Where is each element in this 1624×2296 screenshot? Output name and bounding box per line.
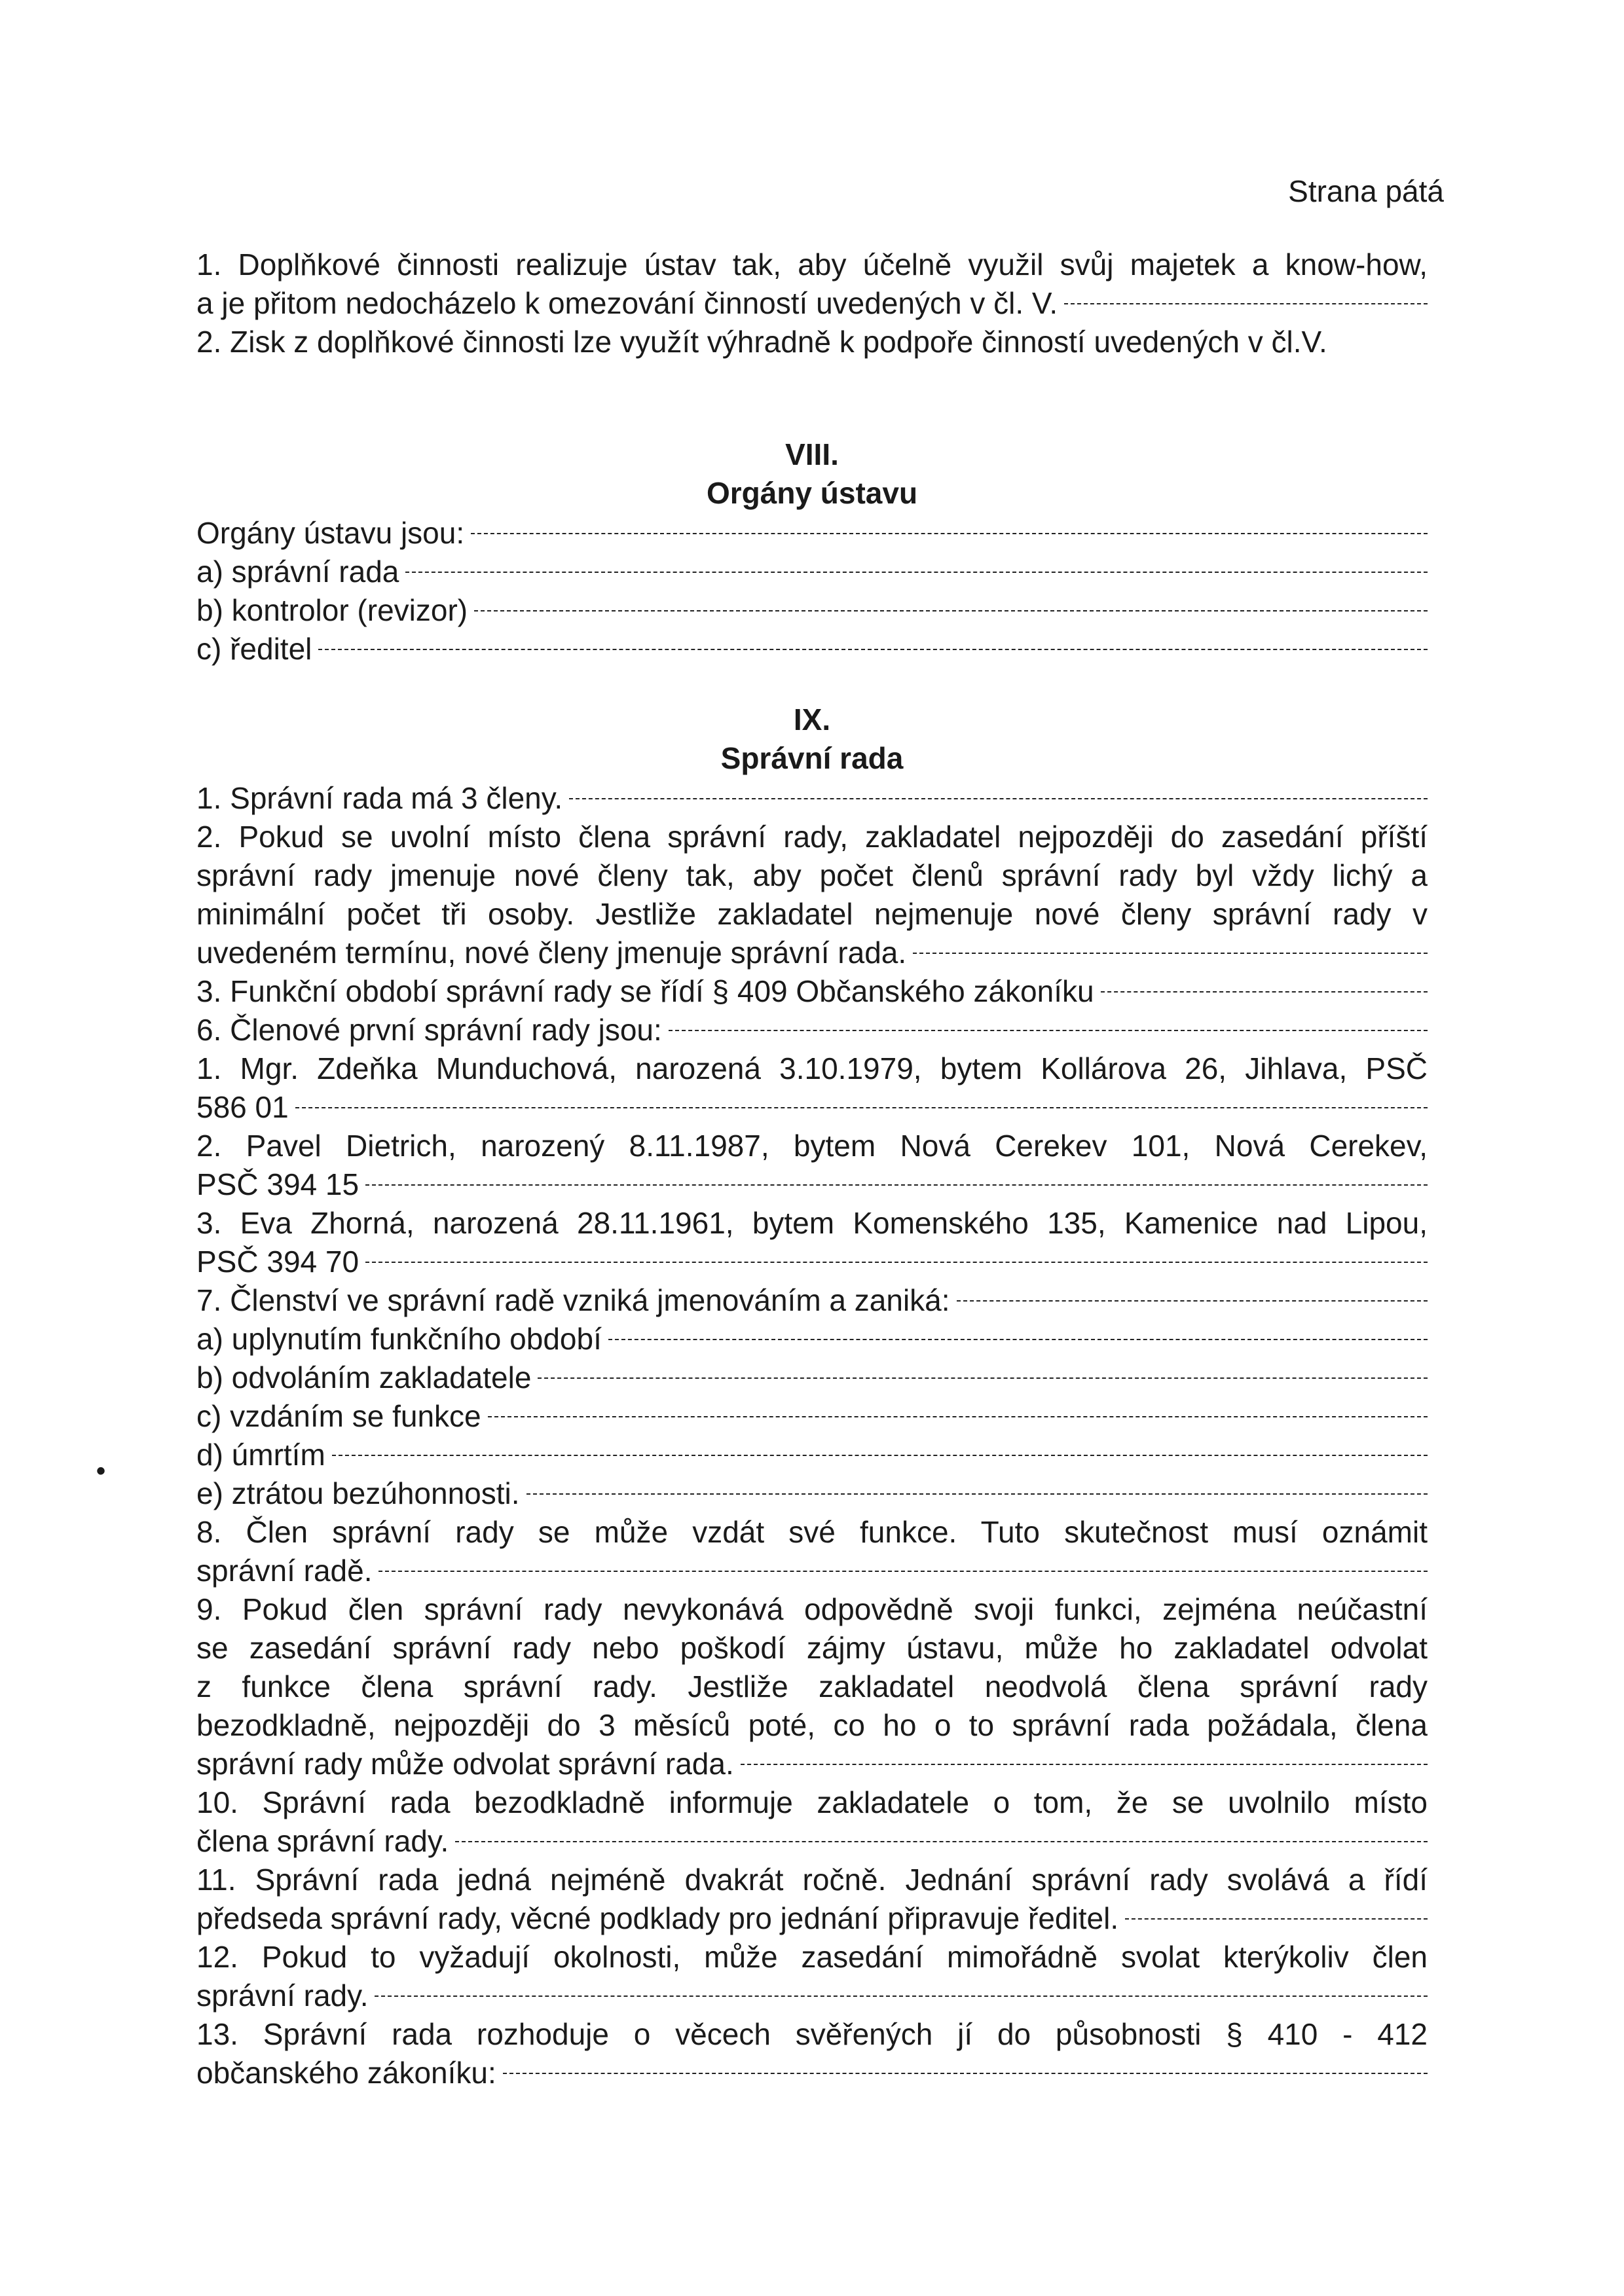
section-viii-heading	[196, 435, 1428, 513]
section-number: IX.	[793, 702, 831, 737]
section-viii-body	[196, 514, 1428, 668]
text-line	[196, 630, 1428, 668]
page-number: Strana pátá	[1288, 174, 1444, 208]
line-text: b) odvoláním zakladatele	[196, 1360, 532, 1394]
text-line	[196, 1706, 1428, 1745]
line-text: správní rady.	[196, 1978, 369, 2013]
text-line	[196, 1320, 1428, 1358]
text-line	[196, 1165, 1428, 1204]
text-line	[196, 1552, 1428, 1590]
dash-filler	[455, 1841, 1428, 1842]
line-text: minimální počet tři osoby. Jestliže zakladatel nejmenuje nové členy správní rady v	[196, 897, 1428, 931]
dash-filler	[365, 1262, 1428, 1263]
line-text: 1. Doplňkové činnosti realizuje ústav tak, aby účelně využil svůj majetek a know-how,	[196, 247, 1428, 282]
text-line	[196, 1474, 1428, 1513]
line-text: bezodkladně, nejpozději do 3 měsíců poté, co ho o to správní rada požádala, člena	[196, 1708, 1428, 1742]
line-text: správní radě.	[196, 1554, 373, 1588]
line-text: 3. Eva Zhorná, narozená 28.11.1961, bytem Komenského 135, Kamenice nad Lipou,	[196, 1206, 1428, 1240]
text-line	[196, 818, 1428, 856]
dash-filler	[375, 1995, 1428, 1997]
section-supplementary-activities	[196, 246, 1428, 361]
line-text: b) kontrolor (revizor)	[196, 593, 468, 627]
dash-filler	[474, 610, 1428, 611]
text-line	[196, 1088, 1428, 1127]
text-line	[196, 895, 1428, 934]
line-text: 10. Správní rada bezodkladně informuje zakladatele o tom, že se uvolnilo místo	[196, 1785, 1428, 1819]
text-line	[196, 1745, 1428, 1783]
line-text: 7. Členství ve správní radě vzniká jmenováním a zaniká:	[196, 1283, 950, 1317]
text-line	[196, 553, 1428, 591]
text-line	[196, 2015, 1428, 2054]
text-line	[196, 246, 1428, 284]
text-line	[196, 934, 1428, 972]
line-text: uvedeném termínu, nové členy jmenuje správní rada.	[196, 936, 907, 970]
text-line	[196, 1667, 1428, 1706]
dash-filler	[378, 1571, 1428, 1572]
text-line	[196, 1899, 1428, 1938]
text-line	[196, 1977, 1428, 2015]
line-text: e) ztrátou bezúhonnosti.	[196, 1476, 520, 1510]
dash-filler	[332, 1455, 1428, 1456]
section-number: VIII.	[785, 437, 839, 471]
line-text: správní rady jmenuje nové členy tak, aby počet členů správní rady byl vždy lichý a	[196, 858, 1428, 892]
dash-filler	[526, 1493, 1428, 1495]
line-text: 2. Pavel Dietrich, narozený 8.11.1987, bytem Nová Cerekev 101, Nová Cerekev,	[196, 1129, 1428, 1163]
section-ix-body	[196, 779, 1428, 2092]
line-text: 2. Zisk z doplňkové činnosti lze využít výhradně k podpoře činností uvedených v čl.V.	[196, 325, 1327, 359]
line-text: občanského zákoníku:	[196, 2056, 496, 2090]
line-text: 11. Správní rada jedná nejméně dvakrát ročně. Jednání správní rady svolává a řídí	[196, 1863, 1428, 1897]
text-line	[196, 1243, 1428, 1281]
text-line	[196, 779, 1428, 818]
text-line	[196, 1590, 1428, 1629]
text-line	[196, 1281, 1428, 1320]
line-text: c) ředitel	[196, 632, 312, 666]
text-line	[196, 1436, 1428, 1474]
line-text: c) vzdáním se funkce	[196, 1399, 481, 1433]
section-ix-heading	[196, 701, 1428, 778]
text-line	[196, 284, 1428, 323]
dash-filler	[538, 1377, 1428, 1379]
section-title: Orgány ústavu	[706, 476, 918, 510]
dash-filler	[503, 2073, 1428, 2074]
line-text: 1. Mgr. Zdeňka Munduchová, narozená 3.10.1979, bytem Kollárova 26, Jihlava, PSČ	[196, 1051, 1428, 1085]
line-text: Orgány ústavu jsou:	[196, 516, 465, 550]
line-text: se zasedání správní rady nebo poškodí zájmy ústavu, může ho zakladatel odvolat	[196, 1631, 1428, 1665]
text-line	[196, 1783, 1428, 1822]
line-text: 586 01	[196, 1090, 289, 1124]
dash-filler	[488, 1416, 1428, 1417]
dash-filler	[569, 798, 1428, 799]
line-text: 3. Funkční období správní rady se řídí § 409 Občanského zákoníku	[196, 974, 1094, 1008]
line-text: PSČ 394 70	[196, 1245, 360, 1279]
section-title: Správní rada	[720, 741, 904, 775]
dash-filler	[1125, 1918, 1428, 1920]
line-text: 8. Člen správní rady se může vzdát své funkce. Tuto skutečnost musí oznámit	[196, 1515, 1428, 1549]
line-text: 2. Pokud se uvolní místo člena správní rady, zakladatel nejpozději do zasedání příští	[196, 820, 1428, 854]
text-line	[196, 514, 1428, 553]
dash-filler	[913, 953, 1428, 954]
line-text: 13. Správní rada rozhoduje o věcech svěřených jí do působnosti § 410 - 412	[196, 2017, 1428, 2051]
dash-filler	[741, 1764, 1428, 1765]
line-text: 12. Pokud to vyžadují okolnosti, může zasedání mimořádně svolat kterýkoliv člen	[196, 1940, 1428, 1974]
text-line	[196, 972, 1428, 1011]
text-line	[196, 1513, 1428, 1552]
text-line	[196, 1049, 1428, 1088]
dash-filler	[608, 1339, 1428, 1340]
text-line	[196, 1822, 1428, 1861]
text-line	[196, 1397, 1428, 1436]
dash-filler	[1101, 991, 1428, 993]
text-line	[196, 856, 1428, 895]
dash-filler	[318, 649, 1428, 650]
line-text: člena správní rady.	[196, 1824, 449, 1858]
margin-mark: •	[96, 1457, 106, 1485]
text-line	[196, 1358, 1428, 1397]
dash-filler	[669, 1030, 1428, 1031]
text-line	[196, 1861, 1428, 1899]
line-text: správní rady může odvolat správní rada.	[196, 1747, 734, 1781]
line-text: předseda správní rady, věcné podklady pro jednání připravuje ředitel.	[196, 1901, 1119, 1935]
line-text: 9. Pokud člen správní rady nevykonává odpovědně svoji funkci, zejména neúčastní	[196, 1592, 1428, 1626]
line-text: 6. Členové první správní rady jsou:	[196, 1013, 662, 1047]
line-text: d) úmrtím	[196, 1438, 325, 1472]
text-line	[196, 1629, 1428, 1667]
line-text: a) správní rada	[196, 555, 399, 589]
dash-filler	[1064, 303, 1428, 304]
text-line	[196, 2054, 1428, 2092]
line-text: 1. Správní rada má 3 členy.	[196, 781, 563, 815]
text-line	[196, 1127, 1428, 1165]
dash-filler	[295, 1107, 1428, 1108]
text-line	[196, 591, 1428, 630]
dash-filler	[365, 1184, 1428, 1186]
line-text: z funkce člena správní rady. Jestliže zakladatel neodvolá člena správní rady	[196, 1669, 1428, 1704]
line-text: PSČ 394 15	[196, 1167, 360, 1201]
text-line	[196, 1011, 1428, 1049]
text-line	[196, 323, 1428, 361]
text-line	[196, 1938, 1428, 1977]
line-text: a) uplynutím funkčního období	[196, 1322, 602, 1356]
line-text: a je přitom nedocházelo k omezování činností uvedených v čl. V.	[196, 286, 1058, 320]
dash-filler	[957, 1300, 1428, 1302]
dash-filler	[471, 533, 1428, 534]
dash-filler	[405, 572, 1428, 573]
text-line	[196, 1204, 1428, 1243]
